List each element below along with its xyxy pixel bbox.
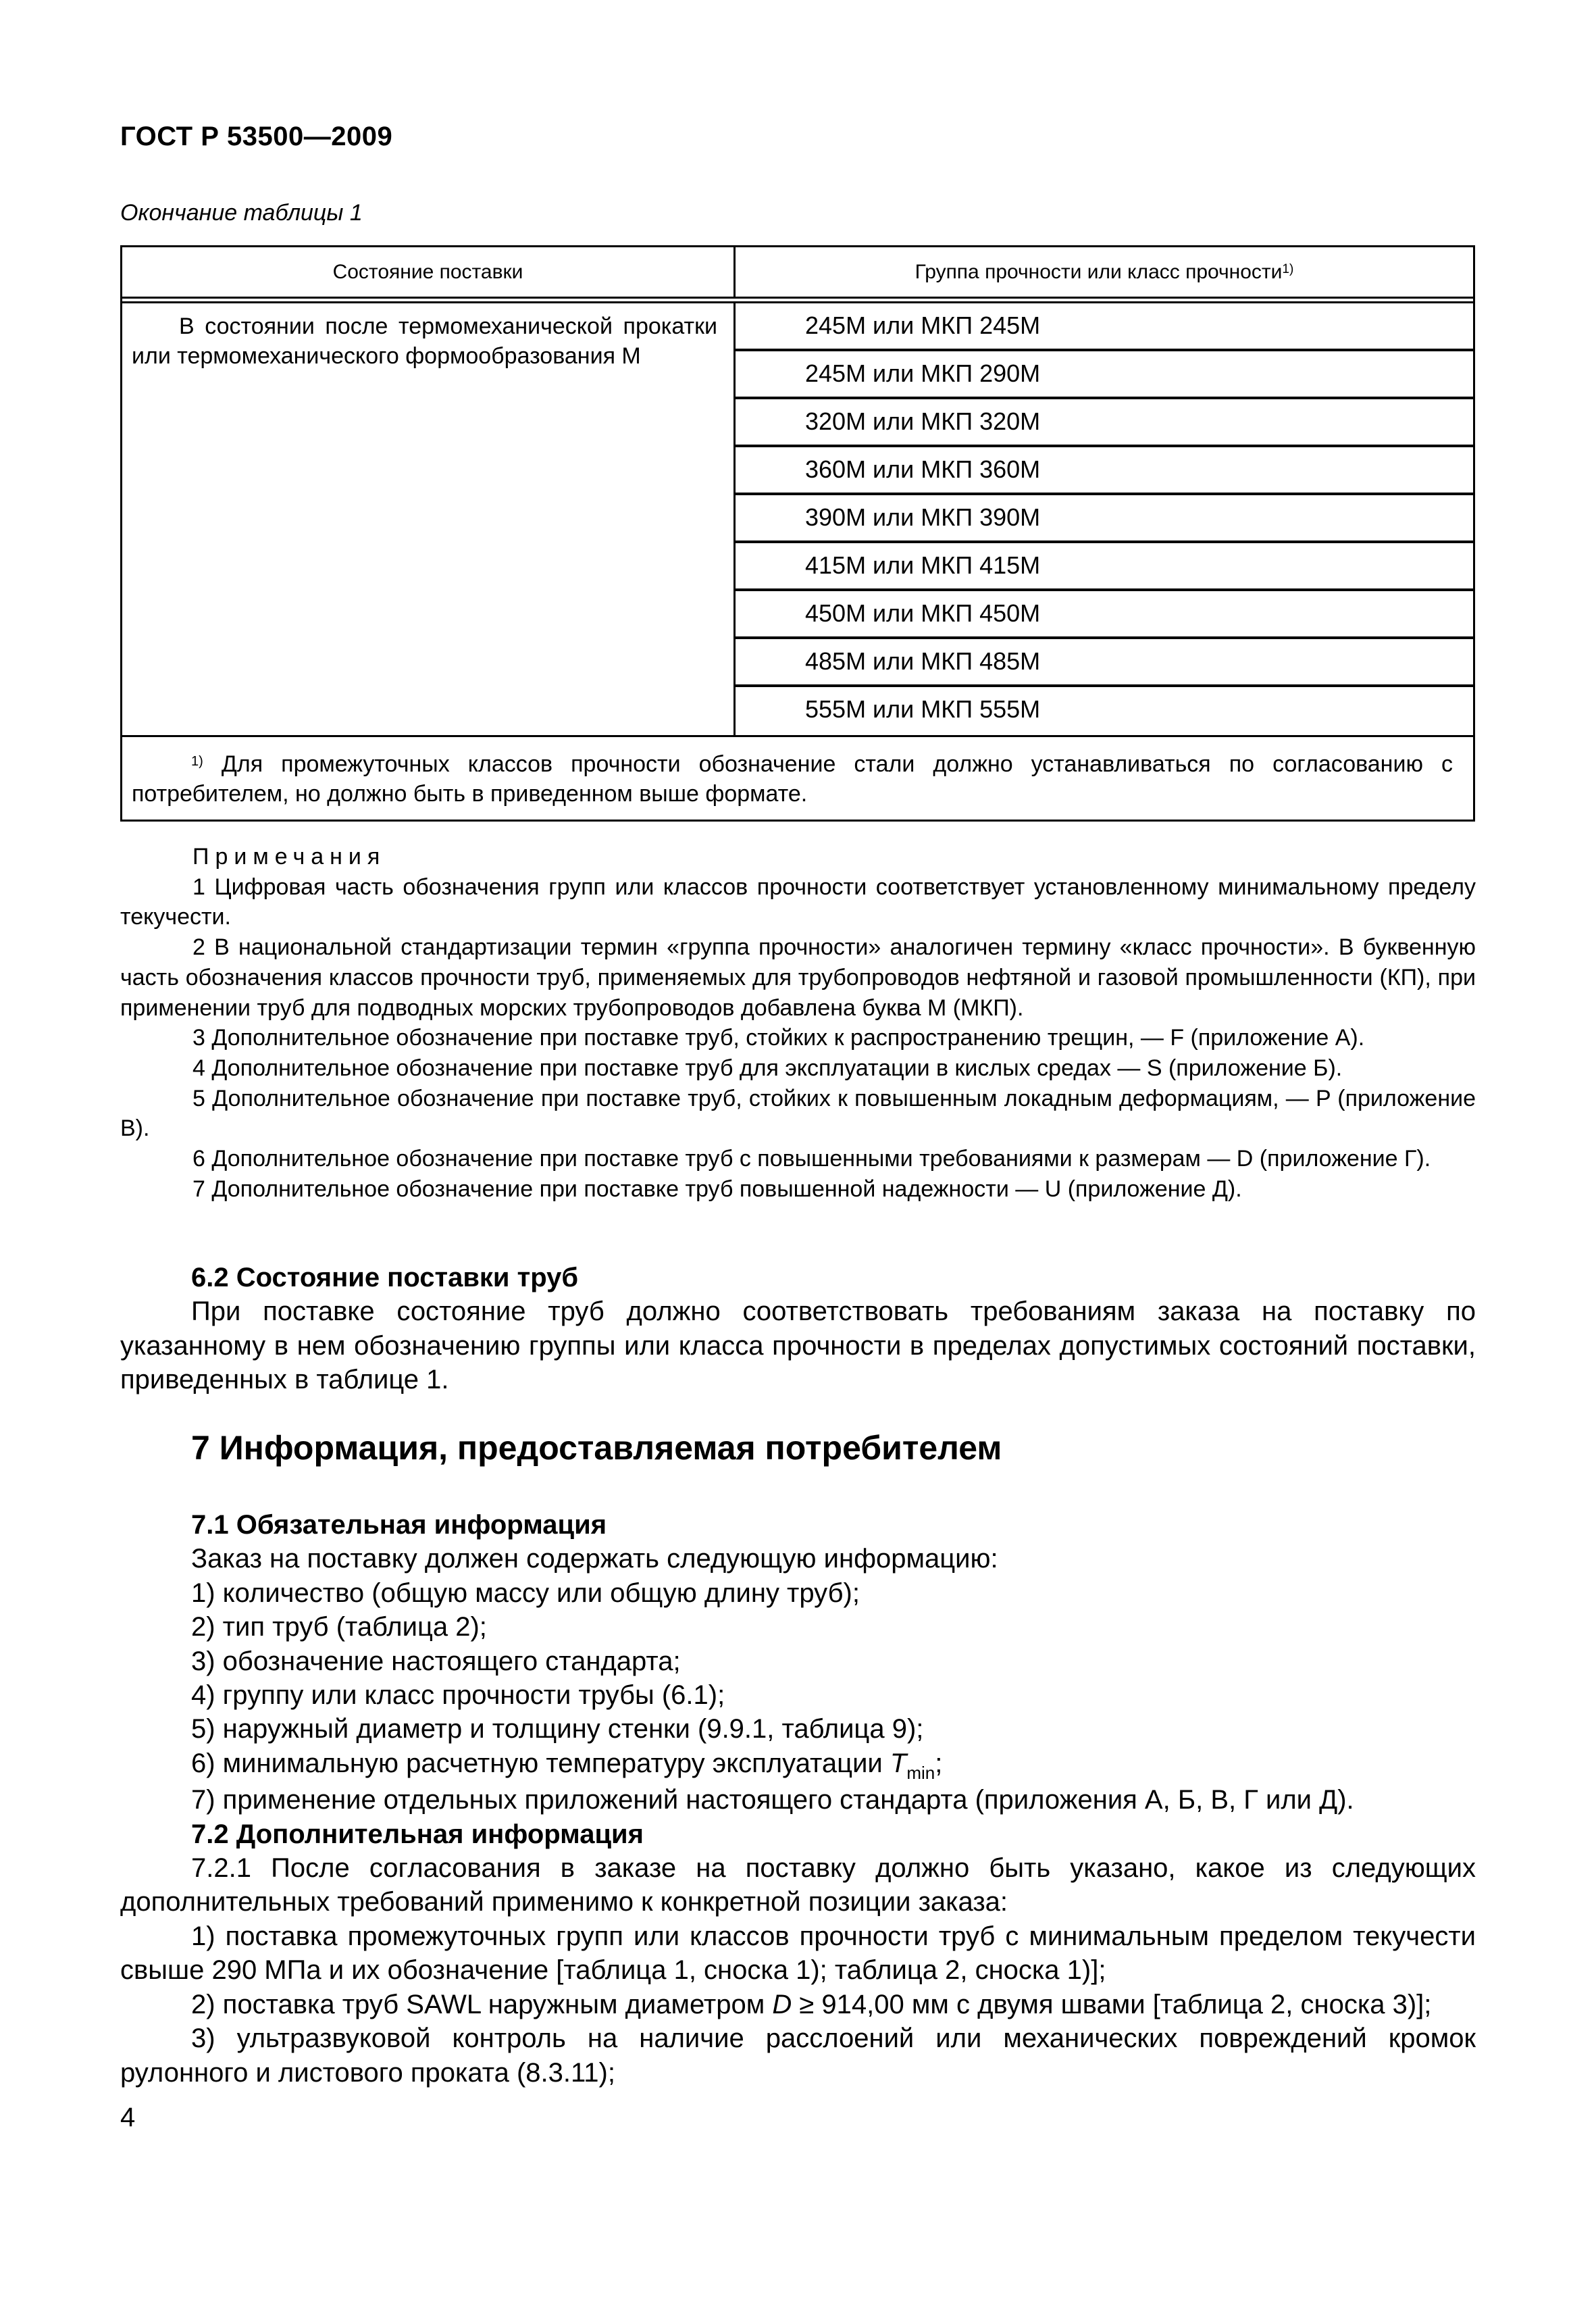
table-header-row — [122, 247, 1473, 299]
required-item: 1) количество (общую массу или общую длину труб); — [191, 1578, 860, 1608]
grade-row: 245М или МКП 290М — [736, 351, 1473, 399]
optional-item-3: 3) ультразвуковой контроль на наличие расслоений или механических повреждений кромок рулонного и листового проката (8.3.11); — [120, 2023, 1476, 2088]
strength-grade-table — [120, 245, 1475, 822]
grade-row: 245М или МКП 245М — [736, 303, 1473, 351]
section-6-2-text: При поставке состояние труб должно соответствовать требованиям заказа на поставку по указанному в нем обозначению группы или класса прочности в пределах допустимых состояний поставки, приведенных в таблице 1. — [120, 1297, 1476, 1395]
note-item: 4 Дополнительное обозначение при поставке труб для эксплуатации в кислых средах — S (приложение Б). — [192, 1055, 1343, 1081]
document-code-header: ГОСТ Р 53500—2009 — [120, 122, 393, 151]
section-7 — [120, 1431, 1476, 1465]
column-header-delivery-condition: Состояние поставки — [122, 247, 736, 297]
note-item: 2 В национальной стандартизации термин «группа прочности» аналогичен термину «класс прочности». В буквенную часть обозначения классов прочности труб, применяемых для трубопроводов нефтяной и газовой промышленности (КП), при применении труб для подводных морских трубопроводов добавлена буква М (МКП). — [120, 934, 1476, 1021]
section-6-2 — [120, 1261, 1476, 1397]
note-item: 6 Дополнительное обозначение при поставке труб с повышенными требованиями к размерам — D (приложение Г). — [192, 1146, 1431, 1172]
notes-block — [120, 842, 1476, 1204]
table-body — [122, 303, 1473, 737]
grade-row: 485М или МКП 485М — [736, 639, 1473, 687]
optional-item-2: 2) поставка труб SAWL наружным диаметром D ≥ 914,00 мм с двумя швами [таблица 2, сноска 3)]; — [191, 1989, 1432, 2019]
section-6-2-heading: 6.2 Состояние поставки труб — [191, 1263, 579, 1292]
section-7-1-intro: Заказ на поставку должен содержать следующую информацию: — [191, 1544, 998, 1574]
section-7-2-heading: 7.2 Дополнительная информация — [191, 1819, 644, 1849]
note-item: 1 Цифровая часть обозначения групп или классов прочности соответствует установленному минимальному пределу текучести. — [120, 874, 1476, 930]
grade-row: 320М или МКП 320М — [736, 399, 1473, 447]
section-7-heading: 7 Информация, предоставляемая потребителем — [191, 1429, 1002, 1467]
required-item: 4) группу или класс прочности трубы (6.1); — [191, 1680, 725, 1711]
footnote-mark: 1) — [1282, 262, 1294, 276]
required-item-7: 7) применение отдельных приложений настоящего стандарта (приложения А, Б, В, Г или Д). — [191, 1785, 1354, 1815]
grade-row: 555М или МКП 555М — [805, 695, 1041, 723]
grades-column — [736, 303, 1473, 735]
note-item: 5 Дополнительное обозначение при поставке труб, стойких к повышенным локадным деформациям, — P (приложение В). — [120, 1085, 1476, 1142]
required-item: 2) тип труб (таблица 2); — [191, 1612, 487, 1642]
grade-row: 360М или МКП 360М — [736, 447, 1473, 495]
section-7-1-heading: 7.1 Обязательная информация — [191, 1510, 607, 1540]
footnote-mark: 1) — [191, 754, 203, 769]
paragraph-7-2-1: 7.2.1 После согласования в заказе на поставку должно быть указано, какое из следующих дополнительных требований применимо к конкретной позиции заказа: — [120, 1853, 1476, 1917]
section-7-1 — [120, 1508, 1476, 2090]
notes-title: Примечания — [192, 844, 386, 870]
required-item: 5) наружный диаметр и толщину стенки (9.9.1, таблица 9); — [191, 1714, 924, 1744]
grade-row: 390М или МКП 390М — [736, 495, 1473, 543]
grade-row: 415М или МКП 415М — [736, 543, 1473, 591]
optional-item-1: 1) поставка промежуточных групп или классов прочности труб с минимальным пределом текучести свыше 290 МПа и их обозначение [таблица 1, сноска 1); таблица 2, сноска 1)]; — [120, 1921, 1476, 1986]
required-item-6: 6) минимальную расчетную температуру эксплуатации $T_{min}$; — [191, 1748, 943, 1783]
table-caption: Окончание таблицы 1 — [120, 200, 363, 226]
grade-row: 450М или МКП 450М — [736, 591, 1473, 639]
note-item: 3 Дополнительное обозначение при поставке труб, стойких к распространению трещин, — F (приложение А). — [192, 1025, 1365, 1051]
table-footnote: $^{1)}$ Для промежуточных классов прочности обозначение стали должно устанавливаться по согласованию с потребителем, но должно быть в приведенном выше формате. — [132, 751, 1453, 807]
note-item: 7 Дополнительное обозначение при поставке труб повышенной надежности — U (приложение Д). — [192, 1176, 1242, 1202]
delivery-condition-cell: В состоянии после термомеханической прокатки или термомеханического формообразования М — [122, 303, 736, 735]
required-item: 3) обозначение настоящего стандарта; — [191, 1646, 681, 1676]
column-header-strength-grade: Группа прочности или класс прочности $^{1)}$ — [915, 260, 1294, 283]
page-number: 4 — [120, 2103, 136, 2132]
